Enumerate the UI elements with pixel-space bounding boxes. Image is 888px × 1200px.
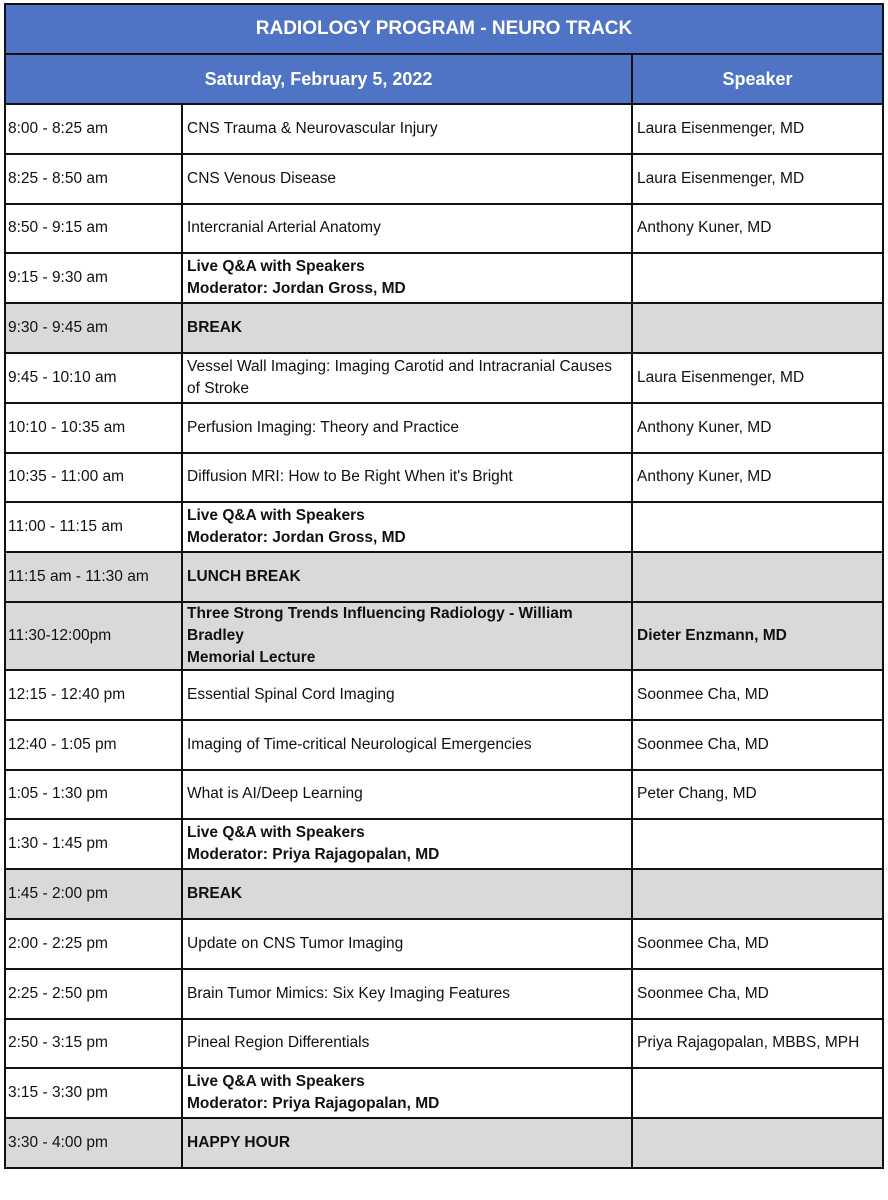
table-row bbox=[5, 869, 883, 919]
session-speaker bbox=[632, 869, 883, 919]
session-speaker bbox=[632, 1118, 883, 1168]
session-title-line2: Moderator: Priya Rajagopalan, MD bbox=[187, 846, 440, 864]
session-title: Essential Spinal Cord Imaging bbox=[187, 685, 395, 703]
session-title-cell bbox=[182, 869, 632, 919]
session-speaker: Soonmee Cha, MD bbox=[632, 720, 883, 770]
session-title-cell bbox=[182, 303, 632, 353]
session-speaker: Dieter Enzmann, MD bbox=[632, 602, 883, 670]
session-title-line2: Moderator: Jordan Gross, MD bbox=[187, 529, 406, 547]
table-row bbox=[5, 453, 883, 503]
session-title: Three Strong Trends Influencing Radiology - William Bradley bbox=[187, 604, 573, 644]
session-title-cell bbox=[182, 770, 632, 820]
session-title-cell bbox=[182, 104, 632, 154]
session-title: Live Q&A with Speakers bbox=[187, 507, 365, 525]
session-time: 3:15 - 3:30 pm bbox=[5, 1068, 182, 1118]
session-title-cell bbox=[182, 502, 632, 552]
session-title-line2: Memorial Lecture bbox=[187, 648, 316, 666]
title-row bbox=[5, 4, 883, 54]
session-title: Update on CNS Tumor Imaging bbox=[187, 934, 404, 952]
session-title: Imaging of Time-critical Neurological Emergencies bbox=[187, 735, 532, 753]
session-speaker: Soonmee Cha, MD bbox=[632, 670, 883, 720]
session-time: 1:05 - 1:30 pm bbox=[5, 770, 182, 820]
session-title: Pineal Region Differentials bbox=[187, 1034, 370, 1052]
session-speaker bbox=[632, 552, 883, 602]
table-row bbox=[5, 253, 883, 303]
session-title-cell bbox=[182, 819, 632, 869]
session-time: 10:35 - 11:00 am bbox=[5, 453, 182, 503]
session-time: 10:10 - 10:35 am bbox=[5, 403, 182, 453]
session-title-line2: of Stroke bbox=[187, 379, 250, 397]
session-time: 9:15 - 9:30 am bbox=[5, 253, 182, 303]
table-row bbox=[5, 1118, 883, 1168]
session-title-cell bbox=[182, 1019, 632, 1069]
session-title: BREAK bbox=[187, 319, 243, 337]
program-sheet bbox=[4, 3, 882, 1169]
session-speaker: Laura Eisenmenger, MD bbox=[632, 353, 883, 403]
session-time: 9:30 - 9:45 am bbox=[5, 303, 182, 353]
session-time: 2:00 - 2:25 pm bbox=[5, 919, 182, 969]
table-row bbox=[5, 502, 883, 552]
session-time: 12:15 - 12:40 pm bbox=[5, 670, 182, 720]
session-time: 1:45 - 2:00 pm bbox=[5, 869, 182, 919]
session-time: 11:00 - 11:15 am bbox=[5, 502, 182, 552]
session-time: 2:50 - 3:15 pm bbox=[5, 1019, 182, 1069]
table-row bbox=[5, 770, 883, 820]
session-title-cell bbox=[182, 204, 632, 254]
session-title-cell bbox=[182, 919, 632, 969]
session-title: BREAK bbox=[187, 885, 243, 903]
table-row bbox=[5, 969, 883, 1019]
table-row bbox=[5, 670, 883, 720]
table-row bbox=[5, 403, 883, 453]
session-speaker bbox=[632, 819, 883, 869]
schedule-table bbox=[4, 3, 884, 1169]
table-row bbox=[5, 104, 883, 154]
table-row bbox=[5, 1019, 883, 1069]
session-time: 8:25 - 8:50 am bbox=[5, 154, 182, 204]
session-title: Intercranial Arterial Anatomy bbox=[187, 219, 381, 237]
table-row bbox=[5, 602, 883, 670]
table-row bbox=[5, 552, 883, 602]
session-time: 11:30-12:00pm bbox=[5, 602, 182, 670]
session-title-cell bbox=[182, 1068, 632, 1118]
session-title-cell bbox=[182, 253, 632, 303]
session-title: Brain Tumor Mimics: Six Key Imaging Features bbox=[187, 984, 511, 1002]
session-title: Live Q&A with Speakers bbox=[187, 1073, 365, 1091]
session-title-line2: Moderator: Jordan Gross, MD bbox=[187, 280, 406, 298]
session-title: CNS Venous Disease bbox=[187, 169, 337, 187]
session-speaker: Anthony Kuner, MD bbox=[632, 204, 883, 254]
session-speaker: Anthony Kuner, MD bbox=[632, 403, 883, 453]
session-speaker: Soonmee Cha, MD bbox=[632, 919, 883, 969]
table-row bbox=[5, 303, 883, 353]
session-title-cell bbox=[182, 602, 632, 670]
session-title: LUNCH BREAK bbox=[187, 568, 301, 586]
session-speaker bbox=[632, 502, 883, 552]
header-row bbox=[5, 54, 883, 104]
session-title: Live Q&A with Speakers bbox=[187, 824, 365, 842]
session-speaker bbox=[632, 1068, 883, 1118]
program-title: RADIOLOGY PROGRAM - NEURO TRACK bbox=[5, 4, 883, 54]
table-row bbox=[5, 353, 883, 403]
session-time: 9:45 - 10:10 am bbox=[5, 353, 182, 403]
date-header: Saturday, February 5, 2022 bbox=[5, 54, 632, 104]
session-speaker bbox=[632, 303, 883, 353]
session-title-cell bbox=[182, 453, 632, 503]
session-speaker: Laura Eisenmenger, MD bbox=[632, 104, 883, 154]
session-time: 8:00 - 8:25 am bbox=[5, 104, 182, 154]
session-title: Perfusion Imaging: Theory and Practice bbox=[187, 418, 459, 436]
session-time: 11:15 am - 11:30 am bbox=[5, 552, 182, 602]
session-title-line2: Moderator: Priya Rajagopalan, MD bbox=[187, 1095, 440, 1113]
session-speaker bbox=[632, 253, 883, 303]
session-speaker: Priya Rajagopalan, MBBS, MPH bbox=[632, 1019, 883, 1069]
session-title-cell bbox=[182, 353, 632, 403]
session-title-cell bbox=[182, 1118, 632, 1168]
session-time: 12:40 - 1:05 pm bbox=[5, 720, 182, 770]
speaker-header: Speaker bbox=[632, 54, 883, 104]
session-title: HAPPY HOUR bbox=[187, 1134, 291, 1152]
session-title: Vessel Wall Imaging: Imaging Carotid and Intracranial Causes bbox=[187, 357, 613, 375]
session-speaker: Peter Chang, MD bbox=[632, 770, 883, 820]
session-title-cell bbox=[182, 403, 632, 453]
session-time: 2:25 - 2:50 pm bbox=[5, 969, 182, 1019]
table-row bbox=[5, 1068, 883, 1118]
table-row bbox=[5, 154, 883, 204]
session-title-cell bbox=[182, 154, 632, 204]
session-time: 1:30 - 1:45 pm bbox=[5, 819, 182, 869]
session-time: 8:50 - 9:15 am bbox=[5, 204, 182, 254]
session-title-cell bbox=[182, 552, 632, 602]
session-speaker: Laura Eisenmenger, MD bbox=[632, 154, 883, 204]
session-speaker: Soonmee Cha, MD bbox=[632, 969, 883, 1019]
session-title: What is AI/Deep Learning bbox=[187, 785, 363, 803]
session-speaker: Anthony Kuner, MD bbox=[632, 453, 883, 503]
table-row bbox=[5, 919, 883, 969]
session-title: Diffusion MRI: How to Be Right When it's Bright bbox=[187, 468, 513, 486]
session-title-cell bbox=[182, 670, 632, 720]
session-time: 3:30 - 4:00 pm bbox=[5, 1118, 182, 1168]
session-title-cell bbox=[182, 969, 632, 1019]
session-title: CNS Trauma & Neurovascular Injury bbox=[187, 119, 438, 137]
table-row bbox=[5, 819, 883, 869]
schedule-body bbox=[5, 104, 883, 1168]
session-title-cell bbox=[182, 720, 632, 770]
session-title: Live Q&A with Speakers bbox=[187, 258, 365, 276]
table-row bbox=[5, 720, 883, 770]
table-row bbox=[5, 204, 883, 254]
